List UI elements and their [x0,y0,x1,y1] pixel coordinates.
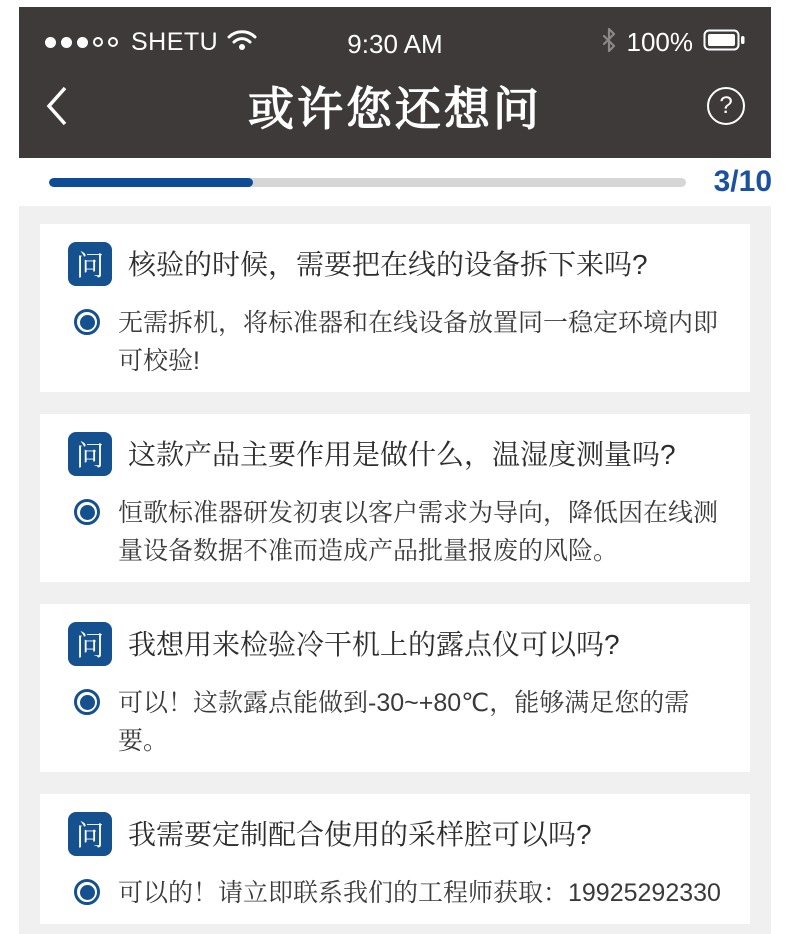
bluetooth-icon [601,27,617,58]
faq-card [40,604,750,772]
answer-bullet-icon [74,309,100,335]
answer-text: 可以！这款露点能做到-30~+80℃，能够满足您的需要。 [118,689,690,755]
battery-percent-label: 100% [626,26,693,57]
question-text: 核验的时候，需要把在线的设备拆下来吗? [128,248,648,280]
page-title: 或许您还想问 [248,82,542,135]
wifi-icon [227,28,257,57]
question-text: 我需要定制配合使用的采样腔可以吗? [128,818,592,850]
question-row [68,812,732,856]
answer-bullet-icon [74,879,100,905]
answer-bullet-icon [74,499,100,525]
signal-strength-icon [45,37,118,48]
faq-card [40,414,750,582]
battery-icon [703,28,745,57]
help-question-mark: ? [719,91,733,119]
question-badge-icon: 问 [68,242,112,286]
question-row [68,622,732,666]
question-badge-icon: 问 [68,812,112,856]
answer-row [68,494,732,570]
faq-card [40,224,750,392]
faq-card [40,794,750,924]
answer-text: 无需拆机，将标准器和在线设备放置同一稳定环境内即可校验! [118,309,719,375]
status-bar [45,7,745,63]
progress-bar [49,178,686,187]
question-badge-icon: 问 [68,622,112,666]
progress-count-label: 3/10 [713,165,772,198]
carrier-label: SHETU [131,27,219,56]
question-text: 我想用来检验冷干机上的露点仪可以吗? [128,628,620,660]
question-row [68,242,732,286]
answer-row [68,684,732,760]
status-left [45,28,257,57]
answer-text: 恒歌标准器研发初衷以客户需求为导向，降低因在线测量设备数据不准而造成产品批量报废的风险。 [118,499,719,565]
answer-row [68,874,732,912]
clock-label: 9:30 AM [347,29,443,59]
progress-fill [49,178,253,187]
answer-text: 可以的！请立即联系我们的工程师获取：19925292330 [118,879,721,907]
answer-row [68,304,732,380]
nav-bar [45,63,745,158]
status-right [601,27,746,58]
question-badge-icon: 问 [68,432,112,476]
answer-bullet-icon [74,689,100,715]
question-text: 这款产品主要作用是做什么，温湿度测量吗? [128,438,676,470]
back-button[interactable] [45,84,75,128]
progress-section [0,158,790,206]
header [19,7,771,158]
help-icon[interactable] [707,87,745,125]
chevron-left-icon [45,85,69,127]
question-row [68,432,732,476]
faq-panel [19,206,771,934]
